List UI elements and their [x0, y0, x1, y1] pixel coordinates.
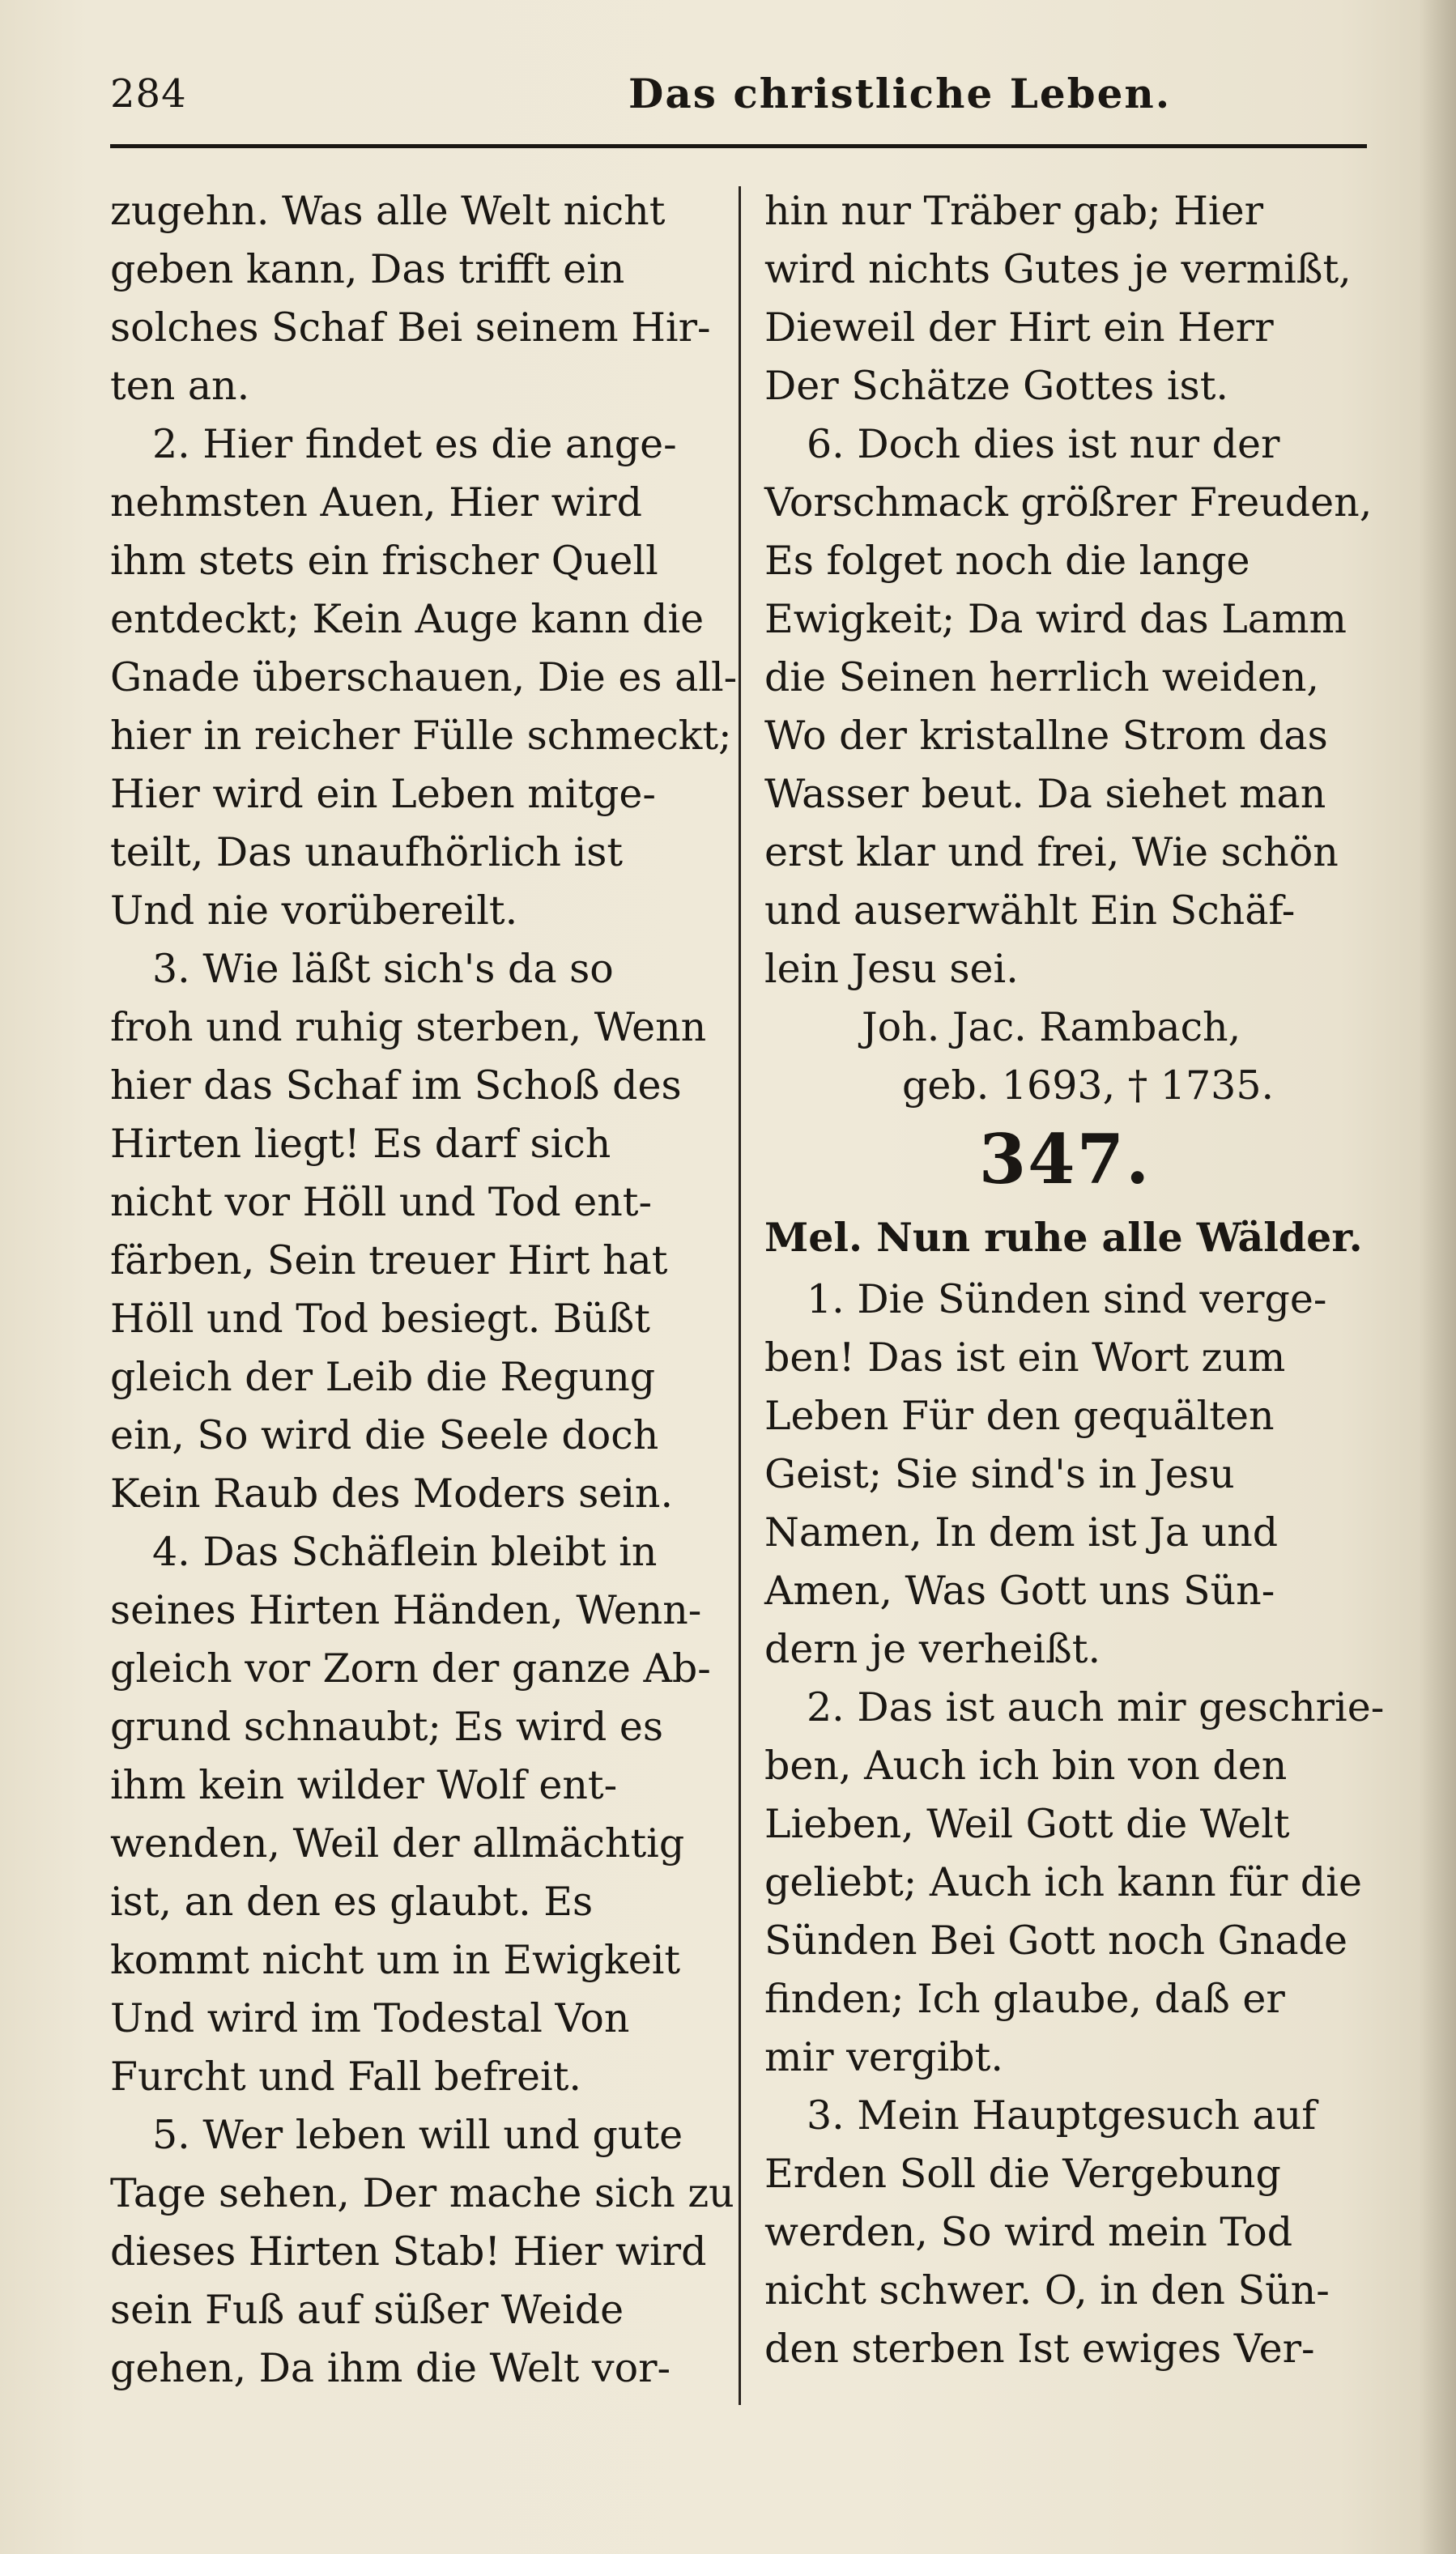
text-line: seines Hirten Händen, Wenn-	[110, 1587, 702, 1633]
text-line: geben kann, Das trifft ein	[110, 246, 625, 292]
text-line: hin nur Träber gab; Hier	[764, 188, 1264, 234]
text-line: nicht vor Höll und Tod ent-	[110, 1179, 653, 1225]
text-line: Amen, Was Gott uns Sün-	[764, 1568, 1275, 1614]
melody-line: Mel. Nun ruhe alle Wälder.	[764, 1214, 1363, 1261]
text-line: Es folget noch die lange	[764, 538, 1250, 584]
page-edge-shadow	[1419, 0, 1456, 2554]
text-line: Sünden Bei Gott noch Gnade	[764, 1918, 1347, 1964]
page-number: 284	[110, 71, 187, 117]
verse-start: 4. Das Schäflein bleibt in	[152, 1529, 658, 1575]
text-line: solches Schaf Bei seinem Hir-	[110, 304, 711, 351]
text-line: Hier wird ein Leben mitge-	[110, 771, 656, 817]
text-line: Erden Soll die Vergebung	[764, 2151, 1281, 2197]
text-line: kommt nicht um in Ewigkeit	[110, 1937, 681, 1983]
page-header	[110, 68, 1365, 133]
text-line: Wasser beut. Da siehet man	[764, 771, 1326, 817]
column-divider	[739, 186, 741, 2405]
verse-start: 5. Wer leben will und gute	[152, 2112, 683, 2158]
text-line: teilt, Das unaufhörlich ist	[110, 829, 624, 875]
verse-start: 2. Das ist auch mir geschrie-	[807, 1684, 1385, 1730]
text-line: zugehn. Was alle Welt nicht	[110, 188, 666, 234]
text-line: Tage sehen, Der mache sich zu	[110, 2170, 734, 2216]
text-line: ihm kein wilder Wolf ent-	[110, 1762, 618, 1808]
text-line: Geist; Sie sind's in Jesu	[764, 1451, 1235, 1497]
text-line: wird nichts Gutes je vermißt,	[764, 246, 1352, 292]
verse-start: 3. Mein Hauptgesuch auf	[807, 2092, 1317, 2139]
text-line: Hirten liegt! Es darf sich	[110, 1121, 611, 1167]
text-line: Lieben, Weil Gott die Welt	[764, 1801, 1290, 1847]
right-column	[764, 182, 1385, 2378]
text-line: werden, So wird mein Tod	[764, 2209, 1293, 2255]
header-rule	[110, 144, 1367, 148]
text-line: dieses Hirten Stab! Hier wird	[110, 2228, 707, 2275]
text-line: Namen, In dem ist Ja und	[764, 1509, 1279, 1556]
text-line: froh und ruhig sterben, Wenn	[110, 1004, 707, 1050]
text-line: Dieweil der Hirt ein Herr	[764, 304, 1274, 351]
text-line: Höll und Tod besiegt. Büßt	[110, 1296, 650, 1342]
text-line: hier das Schaf im Schoß des	[110, 1062, 682, 1109]
text-line: Gnade überschauen, Die es all-	[110, 654, 738, 700]
hymn-number: 347.	[978, 1119, 1152, 1199]
text-line: mir vergibt.	[764, 2034, 1003, 2080]
text-line: gleich vor Zorn der ganze Ab-	[110, 1645, 711, 1692]
text-line: ihm stets ein frischer Quell	[110, 538, 658, 584]
text-line: die Seinen herrlich weiden,	[764, 654, 1319, 700]
text-line: und auserwählt Ein Schäf-	[764, 888, 1296, 934]
left-column	[110, 182, 738, 2398]
text-line: Leben Für den gequälten	[764, 1393, 1275, 1439]
text-line: Und nie vorübereilt.	[110, 888, 518, 934]
verse-start: 2. Hier findet es die ange-	[152, 421, 677, 467]
hymn-author-dates: geb. 1693, † 1735.	[902, 1062, 1275, 1109]
text-line: ist, an den es glaubt. Es	[110, 1879, 594, 1925]
text-line: Kein Raub des Moders sein.	[110, 1471, 674, 1517]
text-line: ben! Das ist ein Wort zum	[764, 1334, 1286, 1381]
verse-start: 1. Die Sünden sind verge-	[807, 1276, 1327, 1322]
text-line: gehen, Da ihm die Welt vor-	[110, 2345, 671, 2391]
text-line: Wo der kristallne Strom das	[764, 713, 1328, 759]
text-line: nehmsten Auen, Hier wird	[110, 479, 643, 526]
text-line: ten an.	[110, 363, 250, 409]
text-line: lein Jesu sei.	[764, 946, 1019, 992]
text-line: sein Fuß auf süßer Weide	[110, 2287, 624, 2333]
text-line: wenden, Weil der allmächtig	[110, 1820, 685, 1867]
text-line: Ewigkeit; Da wird das Lamm	[764, 596, 1347, 642]
text-line: finden; Ich glaube, daß er	[764, 1976, 1285, 2022]
verse-start: 6. Doch dies ist nur der	[807, 421, 1280, 467]
text-line: ben, Auch ich bin von den	[764, 1743, 1288, 1789]
text-line: Vorschmack größrer Freuden,	[764, 479, 1373, 526]
text-line: Furcht und Fall befreit.	[110, 2054, 581, 2100]
text-line: Und wird im Todestal Von	[110, 1995, 630, 2041]
text-line: nicht schwer. O, in den Sün-	[764, 2267, 1330, 2313]
running-head: Das christliche Leben.	[628, 70, 1172, 117]
text-line: hier in reicher Fülle schmeckt;	[110, 713, 732, 759]
hymn-author: Joh. Jac. Rambach,	[862, 1004, 1241, 1050]
text-line: färben, Sein treuer Hirt hat	[110, 1237, 668, 1283]
text-line: gleich der Leib die Regung	[110, 1354, 656, 1400]
text-line: dern je verheißt.	[764, 1626, 1101, 1672]
text-line: entdeckt; Kein Auge kann die	[110, 596, 705, 642]
text-line: erst klar und frei, Wie schön	[764, 829, 1339, 875]
text-line: ein, So wird die Seele doch	[110, 1412, 659, 1458]
verse-start: 3. Wie läßt sich's da so	[152, 946, 614, 992]
text-line: geliebt; Auch ich kann für die	[764, 1859, 1362, 1905]
text-line: Der Schätze Gottes ist.	[764, 363, 1228, 409]
text-line: grund schnaubt; Es wird es	[110, 1704, 664, 1750]
text-line: den sterben Ist ewiges Ver-	[764, 2326, 1315, 2372]
